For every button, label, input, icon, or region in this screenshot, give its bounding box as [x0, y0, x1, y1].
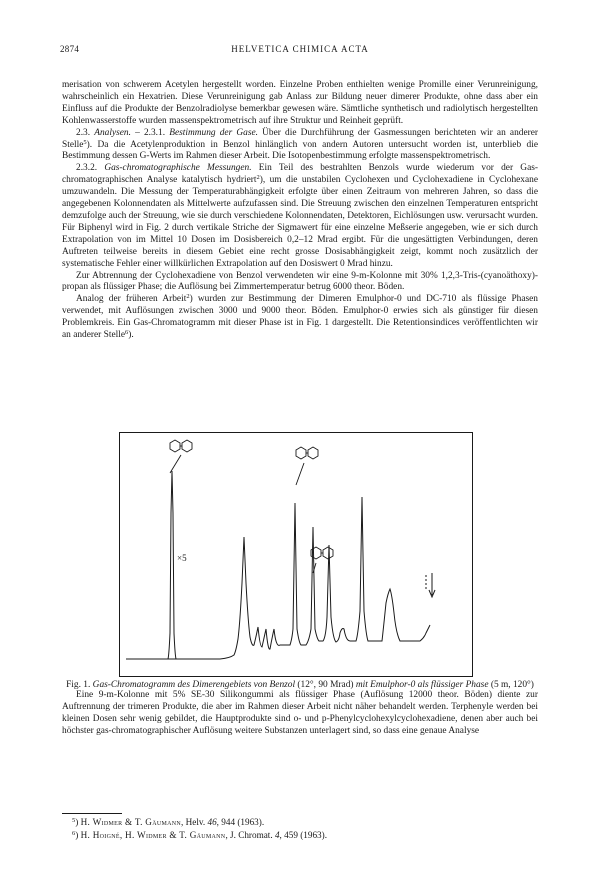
- main-peak-trace: [168, 471, 176, 659]
- scale-factor-label: ×5: [177, 553, 187, 563]
- reference-mark: 2: [186, 293, 190, 301]
- journal-title: HELVETICA CHIMICA ACTA: [231, 44, 369, 54]
- section-heading-analysen: Analysen.: [94, 127, 131, 138]
- paragraph-polymerisation: merisation von schwerem Acetylen hergestellt worden. Einzelne Proben enthielten wenige Promille einer Verunreinigung, wahrscheinlich ein Hexatrien. Diese Verunreinigung gab Anlass zur Bildung neuer dimerer Produkte, ohne dass aber ein Einfluss auf die Produkte der Benzolradiolyse bemerkbar gewesen wäre. Sämtliche synthetisch und radiolytisch hergestellten Kohlenwasserstoffe wurden massenspektrometrisch auf ihre Struktur und Reinheit geprüft.: [62, 80, 538, 126]
- structure-bicyclohexadiene-icon: [296, 447, 318, 485]
- structure-biphenyl-icon: [170, 440, 192, 473]
- footnote-authors: H. Widmer & T. Gäumann: [80, 817, 182, 827]
- paragraph-emulphor: Analog der früheren Arbeit$^2$) wurden zur Bestimmung der Dimeren Emulphor-0 und DC-710 als flüssige Phasen verwendet, mit Auflösungen zwischen 3000 und 9000 theor. Böden. Emulphor-0 erwies sich als günstiger für diesen Problemkreis. Ein Gas-Chromatogramm mit dieser Phase ist in Fig. 1 dargestellt. Die Retentionsindices veröffentlichten wir an anderer Stelle$^6$).: [62, 293, 538, 341]
- footnotes: [62, 816, 538, 841]
- main-text-bottom: [62, 690, 538, 738]
- figure-label: Fig. 1.: [66, 680, 91, 690]
- reference-mark: 2: [256, 174, 260, 182]
- paragraph-gas-chromatographie: 2.3.2. Gas-chromatographische Messungen. Ein Teil des bestrahlten Benzols wurde wiederum vor der Gas-chromatographischen Analyse katalytisch hydriert$^2$), um die unstabilen Cyclohexen und Cyclohexadiene in Cyclohexane umzuwandeln. Die Messung der Temperaturabhängigkeit erfolgte über einen Zeitraum von mehreren Jahren, so dass die angegebenen Kolonnendaten als Mittelwerte aufzufassen sind. Die Streuung zwischen den einzelnen Temperaturen entspricht demzufolge auch der Streuung, wie sie durch verschiedene Kolonnendaten, Detektoren, Eichlösungen usw. verursacht wurden. Für Biphenyl wird in Fig. 2 durch vertikale Striche der Sigmawert für eine einzelne Meßserie angegeben, wie er sich durch Extrapolation von im Mittel 10 Dosen im Dosisbereich 0,2–12 Mrad ergibt. Für die ungesättigten Verbindungen, deren Auftreten teilweise bereits in diesem Gebiet eine recht grosse Dosisabhängigkeit zeigt, kommt noch zusätzlich der systematische Fehler einer willkürlichen Extrapolation auf den Dosiswert 0 Mrad hinzu.: [62, 163, 539, 269]
- chromatogram-trace: [126, 497, 430, 659]
- chromatogram-figure: [119, 432, 473, 677]
- footnote-divider: [62, 813, 122, 814]
- subsection-heading-messungen: Gas-chromatographische Messungen.: [104, 163, 252, 174]
- footnote-authors: H. Hoigné, H. Widmer & T. Gäumann: [80, 829, 226, 840]
- journal-page: [60, 44, 539, 840]
- figure-caption: Fig. 1. Gas-Chromatogramm des Dimerengebiets von Benzol (12°, 90 Mrad) mit Emulphor-0 als flüssiger Phase (5 m, 120°): [66, 680, 534, 690]
- paragraph-analysen: 2.3. Analysen. – 2.3.1. Bestimmung der Gase. Über die Durchführung der Gasmessungen berichteten wir an anderer Stelle$^5$). Da die Acetylenproduktion in Benzol hinlänglich von andern Autoren untersucht worden ist, unterblieb die Bestimmung dessen G-Werts im Rahmen dieser Arbeit. Die Isotopenbestimmung erfolgte massenspektrometrisch.: [62, 127, 539, 162]
- chromatogram-plot: [120, 433, 472, 676]
- footnote-6: $^6$) H. Hoigné, H. Widmer & T. Gäumann, J. Chromat. 4, 459 (1963).: [72, 829, 328, 840]
- reference-mark: 5: [83, 138, 87, 146]
- reference-mark: 6: [125, 329, 129, 337]
- subsection-heading-gase: Bestimmung der Gase.: [169, 127, 258, 138]
- paragraph-cyclohexadiene: Zur Abtrennung der Cyclohexadiene von Benzol verwendeten wir eine 9-m-Kolonne mit 30% 1,2,3-Tris-(cyanoäthoxy)-propan als flüssiger Phase; die Auflösung bei Zimmertemperatur betrug 6000 theor. Böden.: [62, 270, 538, 293]
- paragraph-trimeren: Eine 9-m-Kolonne mit 5% SE-30 Silikongummi als flüssiger Phase (Auflösung 12000 theor. Böden) diente zur Auftrennung der trimeren Produkte, die aber im Rahmen dieser Arbeit nicht näher behandelt werden. Terphenyle werden bei kleinen Dosen sehr wenig gebildet, die Hauptprodukte sind o- und p-Phenylcyclohexylcyclohexadiene, denen aber auch bei höchster gas-chromatographischer Auflösung weitere Substanzen unterlagert sind, so dass eine genaue Analyse: [62, 690, 538, 736]
- running-header: [62, 44, 538, 58]
- main-text-top: [62, 80, 538, 342]
- page-number: 2874: [60, 44, 80, 54]
- footnote-5: $^5$) H. Widmer & T. Gäumann, Helv. 46, 944 (1963).: [72, 817, 265, 827]
